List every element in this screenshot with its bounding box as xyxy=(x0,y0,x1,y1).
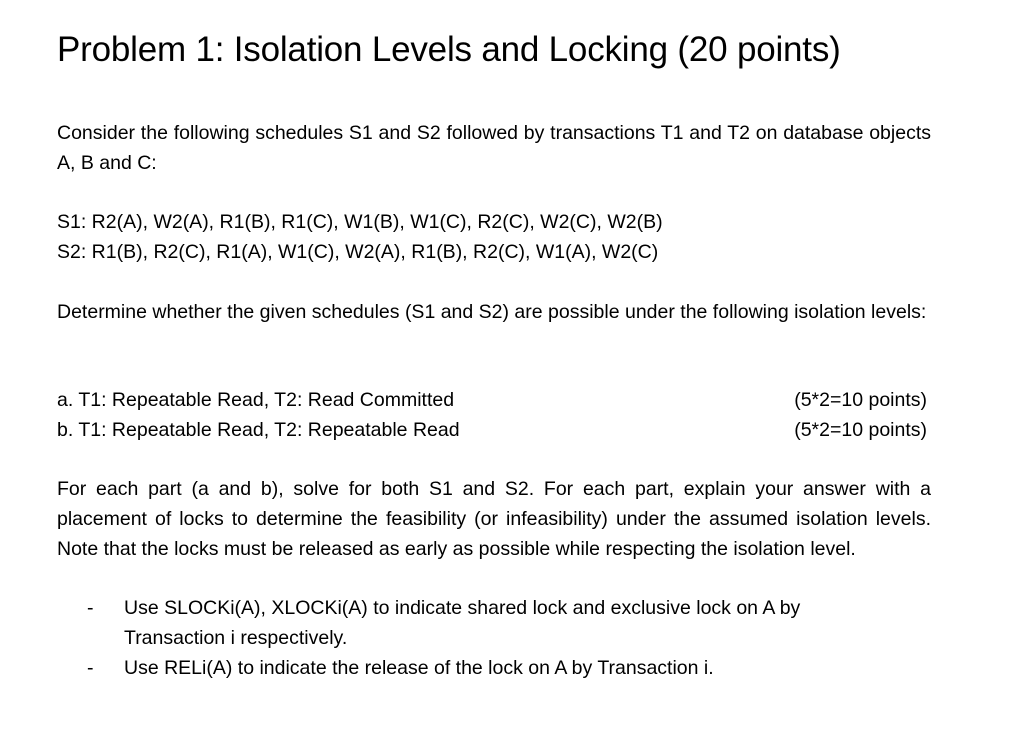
bullet-dash: - xyxy=(87,597,94,619)
schedules-block xyxy=(57,207,931,267)
problem-title: Problem 1: Isolation Levels and Locking (20 points) xyxy=(57,30,841,69)
bullet-dash: - xyxy=(87,657,94,679)
schedule-s2: S2: R1(B), R2(C), R1(A), W1(C), W2(A), R1(B), R2(C), W1(A), W2(C) xyxy=(57,241,659,263)
bullet-text: Use SLOCKi(A), XLOCKi(A) to indicate shared lock and exclusive lock on A by Transaction i respectively. xyxy=(124,597,801,649)
instructions-paragraph: For each part (a and b), solve for both S1 and S2. For each part, explain your answer with a placement of locks to determine the feasibility (or infeasibility) under the assumed isolation levels. Note that the locks must be released as early as possible while respecting the isolation level. xyxy=(57,478,931,560)
part-a-label: a. T1: Repeatable Read, T2: Read Committed xyxy=(57,389,455,411)
part-b-label: b. T1: Repeatable Read, T2: Repeatable Read xyxy=(57,419,460,441)
bullet-item xyxy=(57,653,897,683)
question-paragraph: Determine whether the given schedules (S1 and S2) are possible under the following isolation levels: xyxy=(57,301,927,323)
part-b xyxy=(57,415,927,445)
intro-paragraph: Consider the following schedules S1 and S2 followed by transactions T1 and T2 on database objects A, B and C: xyxy=(57,122,931,174)
bullet-text: Use RELi(A) to indicate the release of the lock on A by Transaction i. xyxy=(124,657,714,679)
bullet-item xyxy=(57,593,897,653)
instruction-bullets xyxy=(57,593,897,683)
part-a-points: (5*2=10 points) xyxy=(794,389,927,411)
part-a xyxy=(57,385,927,415)
part-b-points: (5*2=10 points) xyxy=(794,419,927,441)
schedule-s1: S1: R2(A), W2(A), R1(B), R1(C), W1(B), W1(C), R2(C), W2(C), W2(B) xyxy=(57,211,663,233)
parts-list xyxy=(57,385,931,445)
